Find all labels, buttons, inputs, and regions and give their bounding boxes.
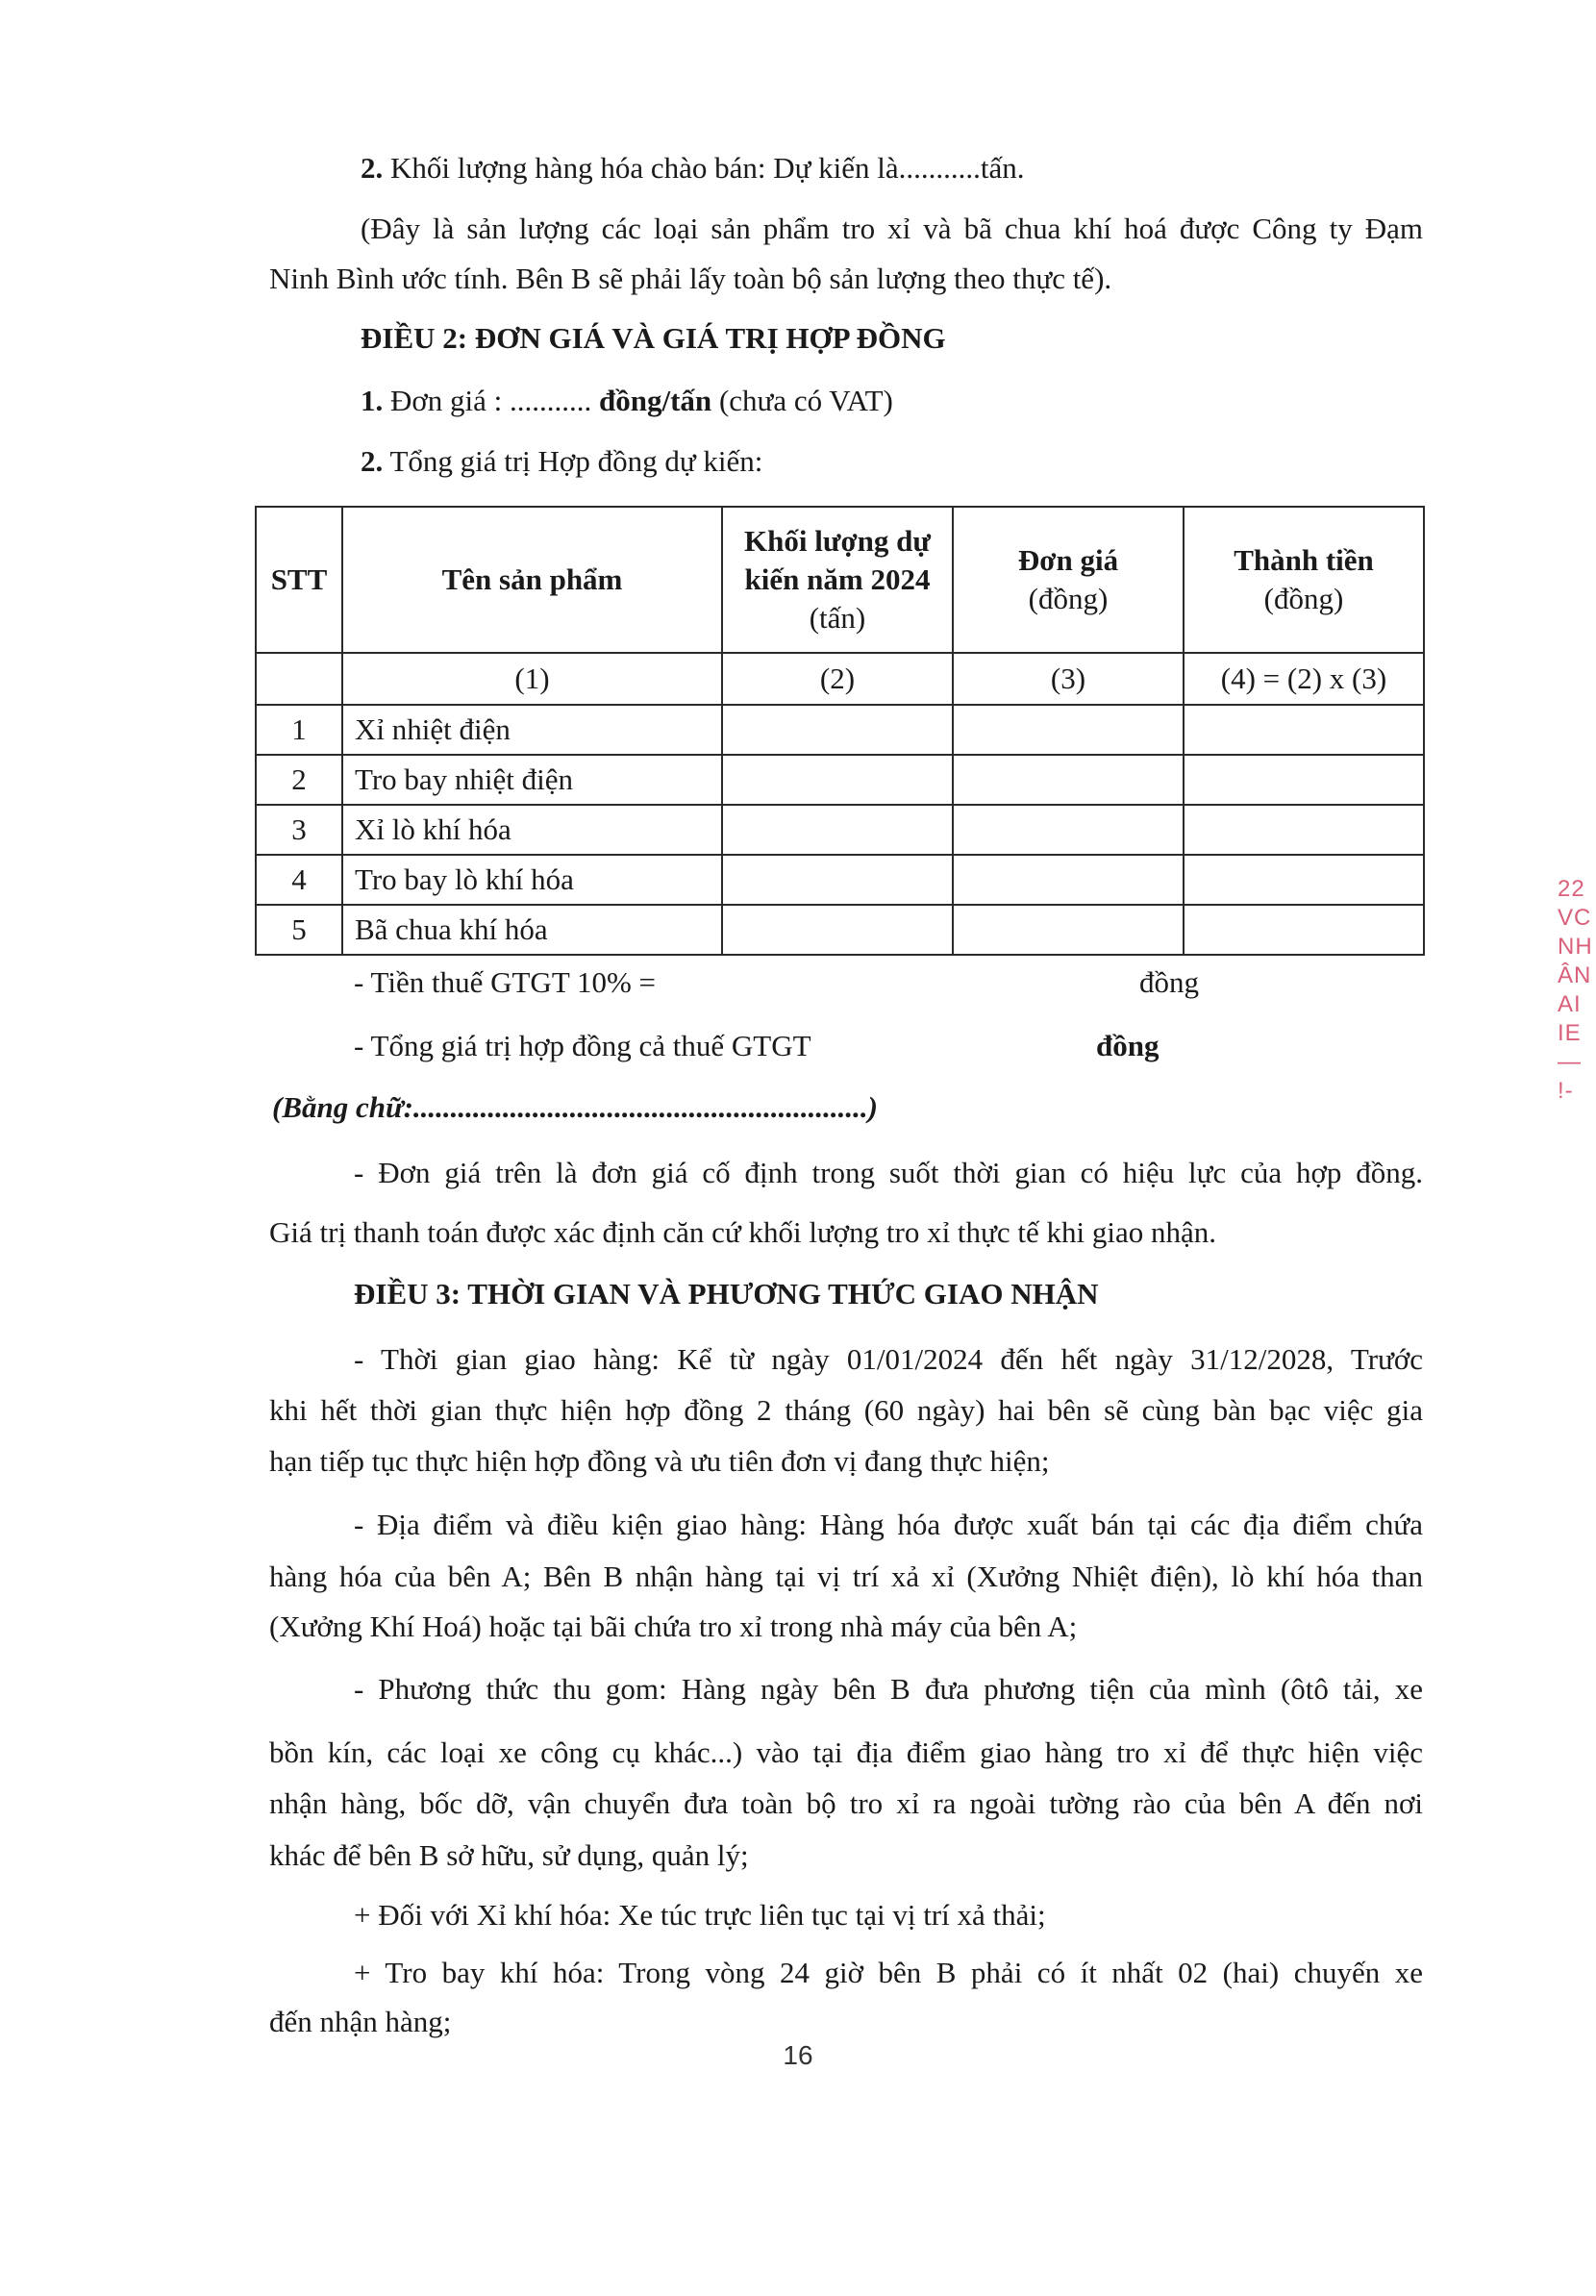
table-row xyxy=(256,705,1424,755)
total-value-label: Tổng giá trị Hợp đồng dự kiến: xyxy=(383,444,763,478)
unit-price-unit: đồng/tấn xyxy=(599,384,712,417)
row-price xyxy=(953,805,1184,855)
stamp-fragment: !- xyxy=(1558,1078,1574,1104)
stamp-fragment: NH xyxy=(1558,934,1593,960)
row-price xyxy=(953,855,1184,905)
collection-line-1: - Phương thức thu gom: Hàng ngày bên B đưa phương tiện của mình (ôtô tải, xe xyxy=(354,1672,1423,1706)
contract-value-table xyxy=(255,506,1425,956)
total-vat-unit: đồng xyxy=(1096,1029,1160,1062)
column-number-3: (3) xyxy=(953,653,1184,705)
note-line-1: (Đây là sản lượng các loại sản phẩm tro xỉ và bã chua khí hoá được Công ty Đạm xyxy=(361,212,1423,245)
row-price xyxy=(953,705,1184,755)
stamp-fragment: VC xyxy=(1558,905,1592,931)
volume-paragraph xyxy=(361,149,1025,187)
header-volume-line1: Khối lượng dự xyxy=(744,524,931,558)
row-stt: 4 xyxy=(256,855,342,905)
row-volume xyxy=(722,855,953,905)
item-number: 1. xyxy=(361,384,384,417)
row-volume xyxy=(722,905,953,955)
row-amount xyxy=(1184,705,1424,755)
unit-price-line xyxy=(361,382,893,420)
table-row xyxy=(256,805,1424,855)
volume-text: Khối lượng hàng hóa chào bán: Dự kiến là...........tấn. xyxy=(383,151,1025,185)
delivery-time-line-1: - Thời gian giao hàng: Kể từ ngày 01/01/2024 đến hết ngày 31/12/2028, Trước xyxy=(354,1342,1423,1376)
collection-line-3: nhận hàng, bốc dỡ, vận chuyển đưa toàn bộ tro xỉ ra ngoài tường rào của bên A đến nơi xyxy=(269,1786,1423,1820)
delivery-place-line-2: hàng hóa của bên A; Bên B nhận hàng tại vị trí xả xỉ (Xưởng Nhiệt điện), lò khí hóa than xyxy=(269,1560,1423,1593)
header-volume-line2: kiến năm 2024 xyxy=(744,562,931,596)
delivery-place-line-1: - Địa điểm và điều kiện giao hàng: Hàng hóa được xuất bán tại các địa điểm chứa xyxy=(354,1508,1423,1541)
collection-line-4: khác để bên B sở hữu, sử dụng, quản lý; xyxy=(269,1838,749,1872)
stamp-fragment: 22 xyxy=(1558,876,1585,902)
header-product: Tên sản phẩm xyxy=(342,507,722,653)
row-product-name: Xỉ nhiệt điện xyxy=(342,705,722,755)
unit-price-label: Đơn giá : ........... xyxy=(383,384,600,417)
delivery-place-line-3: (Xưởng Khí Hoá) hoặc tại bãi chứa tro xỉ trong nhà máy của bên A; xyxy=(269,1610,1078,1643)
row-stt: 5 xyxy=(256,905,342,955)
header-price-label: Đơn giá xyxy=(1017,543,1119,577)
table-cell xyxy=(256,653,342,705)
table-row xyxy=(256,905,1424,955)
table-numbering-row xyxy=(256,653,1424,705)
header-volume-unit: (tấn) xyxy=(809,601,866,635)
row-product-name: Tro bay nhiệt điện xyxy=(342,755,722,805)
fixed-price-line-2: Giá trị thanh toán được xác định căn cứ khối lượng tro xỉ thực tế khi giao nhận. xyxy=(269,1215,1216,1249)
column-number-2: (2) xyxy=(722,653,953,705)
total-value-line xyxy=(361,442,762,481)
row-volume xyxy=(722,705,953,755)
header-volume xyxy=(722,507,953,653)
row-product-name: Bã chua khí hóa xyxy=(342,905,722,955)
row-amount xyxy=(1184,755,1424,805)
row-price xyxy=(953,905,1184,955)
table-header-row xyxy=(256,507,1424,653)
fly-ash-line-1: + Tro bay khí hóa: Trong vòng 24 giờ bên B phải có ít nhất 02 (hai) chuyến xe xyxy=(354,1956,1423,1989)
slag-gasification-line: + Đối với Xỉ khí hóa: Xe túc trực liên tục tại vị trí xả thải; xyxy=(354,1898,1046,1932)
row-stt: 3 xyxy=(256,805,342,855)
stamp-fragment: — xyxy=(1558,1049,1582,1075)
margin-stamp xyxy=(1558,875,1596,1106)
item-number: 2. xyxy=(361,444,384,478)
page-number: 16 xyxy=(783,2040,813,2070)
unit-price-note: (chưa có VAT) xyxy=(711,384,893,417)
article-3-heading: ĐIỀU 3: THỜI GIAN VÀ PHƯƠNG THỨC GIAO NHẬN xyxy=(354,1277,1099,1310)
fly-ash-line-2: đến nhận hàng; xyxy=(269,2005,452,2038)
vat-unit: đồng xyxy=(1139,965,1199,999)
header-price xyxy=(953,507,1184,653)
row-volume xyxy=(722,755,953,805)
header-price-unit: (đồng) xyxy=(1028,582,1109,615)
row-price xyxy=(953,755,1184,805)
column-number-4: (4) = (2) x (3) xyxy=(1184,653,1424,705)
header-amount-label: Thành tiền xyxy=(1234,543,1374,577)
table-row xyxy=(256,755,1424,805)
vat-label: - Tiền thuế GTGT 10% = xyxy=(354,965,656,999)
row-stt: 2 xyxy=(256,755,342,805)
header-stt: STT xyxy=(256,507,342,653)
total-vat-label: - Tổng giá trị hợp đồng cả thuế GTGT xyxy=(354,1029,811,1062)
stamp-fragment: ÂN xyxy=(1558,962,1592,988)
fixed-price-line-1: - Đơn giá trên là đơn giá cố định trong suốt thời gian có hiệu lực của hợp đồng. xyxy=(354,1156,1423,1189)
stamp-fragment: AI xyxy=(1558,991,1582,1017)
table-row xyxy=(256,855,1424,905)
article-2-heading: ĐIỀU 2: ĐƠN GIÁ VÀ GIÁ TRỊ HỢP ĐỒNG xyxy=(361,321,946,355)
row-amount xyxy=(1184,855,1424,905)
note-line-2: Ninh Bình ước tính. Bên B sẽ phải lấy toàn bộ sản lượng theo thực tế). xyxy=(269,262,1112,295)
delivery-time-line-2: khi hết thời gian thực hiện hợp đồng 2 tháng (60 ngày) hai bên sẽ cùng bàn bạc việc gia xyxy=(269,1393,1423,1427)
row-product-name: Xỉ lò khí hóa xyxy=(342,805,722,855)
row-amount xyxy=(1184,805,1424,855)
header-amount xyxy=(1184,507,1424,653)
amount-in-words: (Bằng chữ:.............................................................) xyxy=(272,1090,878,1124)
header-amount-unit: (đồng) xyxy=(1263,582,1344,615)
row-amount xyxy=(1184,905,1424,955)
stamp-fragment: IE xyxy=(1558,1020,1582,1046)
collection-line-2: bồn kín, các loại xe công cụ khác...) vào tại địa điểm giao hàng tro xỉ để thực hiện việc xyxy=(269,1735,1423,1769)
row-volume xyxy=(722,805,953,855)
column-number-1: (1) xyxy=(342,653,722,705)
row-product-name: Tro bay lò khí hóa xyxy=(342,855,722,905)
delivery-time-line-3: hạn tiếp tục thực hiện hợp đồng và ưu tiên đơn vị đang thực hiện; xyxy=(269,1444,1050,1478)
item-number: 2. xyxy=(361,151,384,185)
row-stt: 1 xyxy=(256,705,342,755)
